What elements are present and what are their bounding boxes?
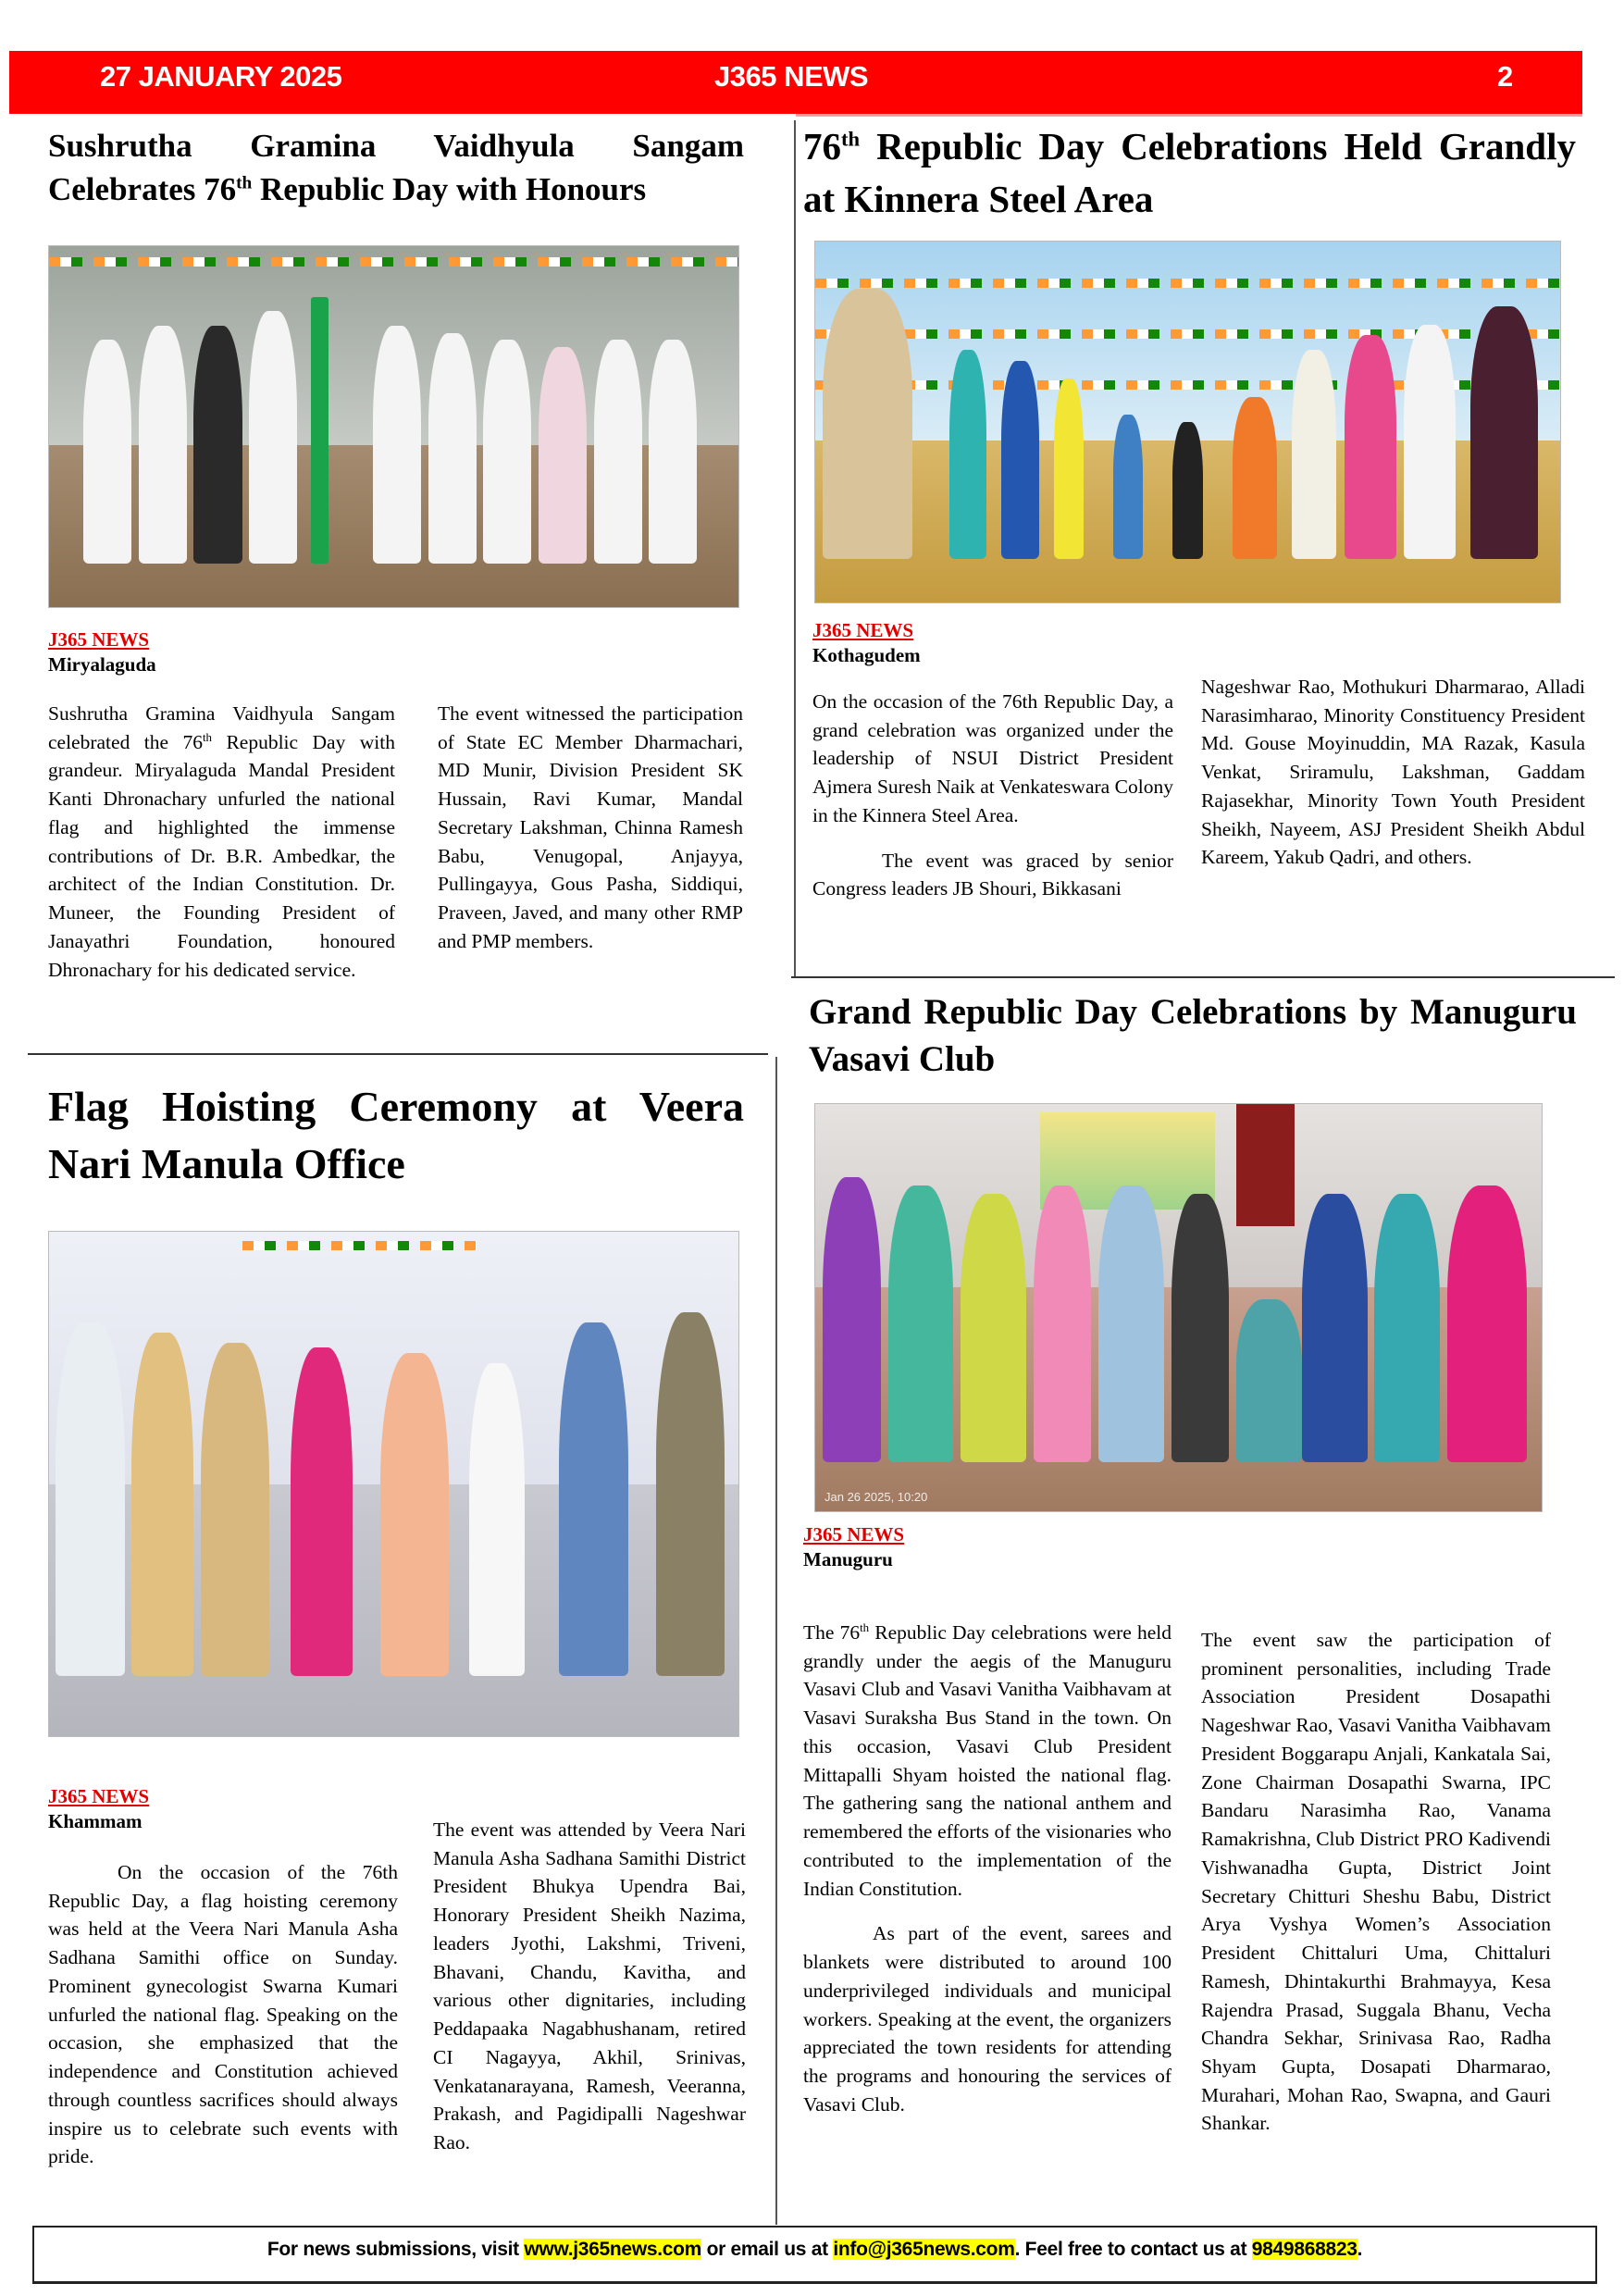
paragraph: The event was attended by Veera Nari Manula Asha Sadhana Samithi District President Bhukya Upendra Bai, Honorary President Sheikh Nazima, leaders Jyothi, Lakshmi, Triveni, Bhavani, Chandu, Kavitha, and various other dignitaries, including Peddapaaka Nagabhushanam, retired CI Nagayya, Akhil, Srinivas, Venkatanarayana, Ramesh, Veeranna, Prakash, and Pagidipalli Nageshwar Rao. bbox=[433, 1818, 746, 2154]
article-byline bbox=[812, 618, 921, 669]
article-byline bbox=[48, 1784, 149, 1835]
email-link[interactable]: info@j365news.com bbox=[833, 2239, 1015, 2260]
article-body-column bbox=[433, 1816, 746, 2172]
dateline-location: Manuguru bbox=[803, 1548, 893, 1571]
footer-contact-box bbox=[32, 2226, 1597, 2284]
paragraph: The 76th Republic Day celebrations were held grandly under the aegis of the Manuguru Vasavi Club and Vasavi Vanitha Vaibhavam at Vasavi Suraksha Bus Stand in the town. On this occasion, Vasavi Club President Mittapalli Shyam hoisted the national flag. The gathering sang the national anthem and remembered the efforts of the visionaries who contributed to the implementation of the Indian Constitution. bbox=[803, 1620, 1172, 1900]
phone-number[interactable]: 9849868823 bbox=[1251, 2239, 1357, 2260]
article-byline bbox=[48, 627, 156, 678]
dateline-location: Miryalaguda bbox=[48, 653, 156, 676]
article-body-column bbox=[803, 1619, 1172, 2133]
article-photo bbox=[48, 1231, 739, 1737]
article-photo bbox=[814, 241, 1561, 603]
masthead-bar bbox=[9, 51, 1582, 114]
article-photo bbox=[48, 245, 739, 608]
paragraph: On the occasion of the 76th Republic Day, a flag hoisting ceremony was held at the Veera Nari Manula Asha Sadhana Samithi office on Sunday. Prominent gynecologist Swarna Kumari unfurled the national flag. Speaking on the occasion, she emphasized that the independence and Constitution achieved through countless sacrifices should always inspire us to celebrate such events with pride. bbox=[48, 1861, 398, 2168]
article-body-column bbox=[812, 688, 1173, 918]
paragraph: As part of the event, sarees and blankets were distributed to around 100 underprivileged individuals and municipal workers. Speaking at the event, the organizers appreciated the town residents for attending the programs and honouring the services of Vasavi Club. bbox=[803, 1922, 1172, 2116]
news-source-label: J365 NEWS bbox=[803, 1523, 905, 1545]
paragraph: On the occasion of the 76th Republic Day, a grand celebration was organized under the leadership of NSUI District President Ajmera Suresh Naik at Venkateswara Colony in the Kinnera Steel Area. bbox=[812, 690, 1173, 826]
article-headline: 76th Republic Day Celebrations Held Grandly at Kinnera Steel Area bbox=[803, 125, 1576, 220]
news-source-label: J365 NEWS bbox=[48, 1785, 150, 1807]
section-divider-right bbox=[791, 976, 1615, 978]
page-number: 2 bbox=[1497, 60, 1513, 93]
footer-text: For news submissions, visit www.j365news.com or email us at info@j365news.com. Feel free to contact us at 9849868823. bbox=[267, 2239, 1363, 2260]
header-underline bbox=[796, 114, 1582, 117]
article-body-column bbox=[48, 700, 395, 999]
column-divider-top bbox=[794, 120, 796, 976]
paragraph: Nageshwar Rao, Mothukuri Dharmarao, Alladi Narasimharao, Minority Constituency President Md. Gouse Moyinuddin, MA Razak, Kasula Venkat, Sriramulu, Lakshman, Gaddam Rajasekhar, Minority Town Youth President Sheikh, Nayeem, ASJ President Sheikh Abdul Kareem, Yakub Qadri, and others. bbox=[1201, 676, 1585, 869]
paragraph: The event witnessed the participation of State EC Member Dharmachari, MD Munir, Division President SK Hussain, Ravi Kumar, Mandal Secretary Lakshman, Chinna Ramesh Babu, Venugopal, Anjayya, Pullingayya, Gous Pasha, Siddiqui, Praveen, Javed, and many other RMP and PMP members. bbox=[438, 702, 743, 952]
article-body-column bbox=[438, 700, 743, 971]
article-headline: Sushrutha Gramina Vaidhyula Sangam Celebrates 76th Republic Day with Honours bbox=[48, 128, 744, 207]
news-source-label: J365 NEWS bbox=[812, 619, 914, 641]
column-divider-bottom bbox=[775, 1057, 777, 2225]
dateline-location: Khammam bbox=[48, 1810, 143, 1833]
article-headline: Flag Hoisting Ceremony at Veera Nari Manula Office bbox=[48, 1083, 744, 1187]
paragraph: The event saw the participation of prominent personalities, including Trade Association President Dosapathi Nageshwar Rao, Vasavi Vanitha Vaibhavam President Boggarapu Anjali, Kankatala Sai, Zone Chairman Dosapathi Swarna, IPC Bandaru Narasimha Rao, Vanama Ramakrishna, Club District PRO Kadivendi Vishwanadha Gupta, District Joint Secretary Chitturi Sheshu Babu, District Arya Vyshya Women’s Association President Chittaluri Uma, Chittaluri Ramesh, Dhintakurthi Brahmayya, Kesa Rajendra Prasad, Suggala Bhanu, Vecha Chandra Sekhar, Srinivasa Rao, Radha Shyam Gupta, Dosapati Dharmarao, Murahari, Mohan Rao, Swapna, and Gauri Shankar. bbox=[1201, 1629, 1552, 2135]
article-headline: Grand Republic Day Celebrations by Manuguru Vasavi Club bbox=[809, 992, 1577, 1080]
article-body-column bbox=[1201, 673, 1585, 887]
news-source-label: J365 NEWS bbox=[48, 628, 150, 651]
dateline-location: Kothagudem bbox=[812, 644, 921, 667]
paragraph: Sushrutha Gramina Vaidhyula Sangam celebrated the 76th Republic Day with grandeur. Miryalaguda Mandal President Kanti Dhronachary unfurled the national flag and highlighted the immense contributions of Dr. B.R. Ambedkar, the architect of the Indian Constitution. Dr. Muneer, the Founding President of Janayathri Foundation, honoured Dhronachary for his dedicated service. bbox=[48, 702, 395, 981]
publication-title: J365 NEWS bbox=[714, 60, 869, 93]
section-divider-left bbox=[28, 1053, 768, 1055]
website-link[interactable]: www.j365news.com bbox=[524, 2239, 702, 2260]
article-body-column bbox=[48, 1858, 398, 2186]
paragraph: The event was graced by senior Congress leaders JB Shouri, Bikkasani bbox=[812, 849, 1173, 900]
article-byline bbox=[803, 1522, 904, 1573]
article-body-column bbox=[1201, 1626, 1551, 2153]
article-photo bbox=[814, 1103, 1543, 1512]
photo-timestamp: Jan 26 2025, 10:20 bbox=[824, 1490, 928, 1504]
issue-date: 27 JANUARY 2025 bbox=[100, 60, 342, 93]
